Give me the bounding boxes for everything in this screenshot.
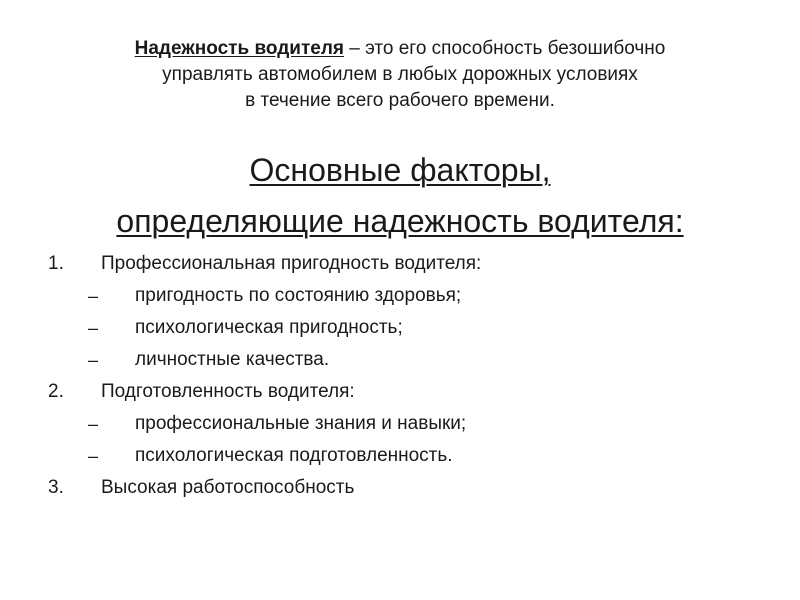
dash-bullet: –	[88, 414, 99, 434]
definition-term: Надежность водителя	[134, 38, 344, 59]
sub-item	[0, 440, 800, 472]
definition-line-1	[0, 36, 800, 62]
definition-line-3: в течение всего рабочего времени.	[245, 90, 555, 111]
sub-item-text: психологическая пригодность;	[135, 317, 403, 338]
sub-item	[0, 408, 800, 440]
sub-item-text: психологическая подготовленность.	[135, 445, 453, 466]
definition-block	[0, 36, 800, 114]
factor-number: 1.	[48, 253, 64, 274]
factor-label: Подготовленность водителя:	[101, 381, 355, 402]
sub-item	[0, 312, 800, 344]
factor-label: Высокая работоспособность	[101, 477, 355, 498]
dash-bullet: –	[88, 318, 99, 338]
heading-line-1: Основные факторы,	[249, 152, 551, 188]
factor-item-1	[0, 248, 800, 280]
dash-bullet: –	[88, 350, 99, 370]
sub-item-text: профессиональные знания и навыки;	[135, 413, 467, 434]
sub-item	[0, 344, 800, 376]
dash-bullet: –	[88, 446, 99, 466]
factor-number: 3.	[48, 477, 64, 498]
factor-number: 2.	[48, 381, 64, 402]
factor-item-2	[0, 376, 800, 408]
definition-line-2: управлять автомобилем в любых дорожных условиях	[162, 64, 638, 85]
factor-label: Профессиональная пригодность водителя:	[101, 253, 482, 274]
dash-bullet: –	[88, 286, 99, 306]
sub-item-text: пригодность по состоянию здоровья;	[135, 285, 462, 306]
factors-list	[0, 248, 800, 504]
sub-item-text: личностные качества.	[135, 349, 330, 370]
factor-item-3	[0, 472, 800, 504]
heading-line-2: определяющие надежность водителя:	[116, 203, 684, 239]
sub-item	[0, 280, 800, 312]
definition-text-1: – это его способность безошибочно	[344, 38, 666, 59]
